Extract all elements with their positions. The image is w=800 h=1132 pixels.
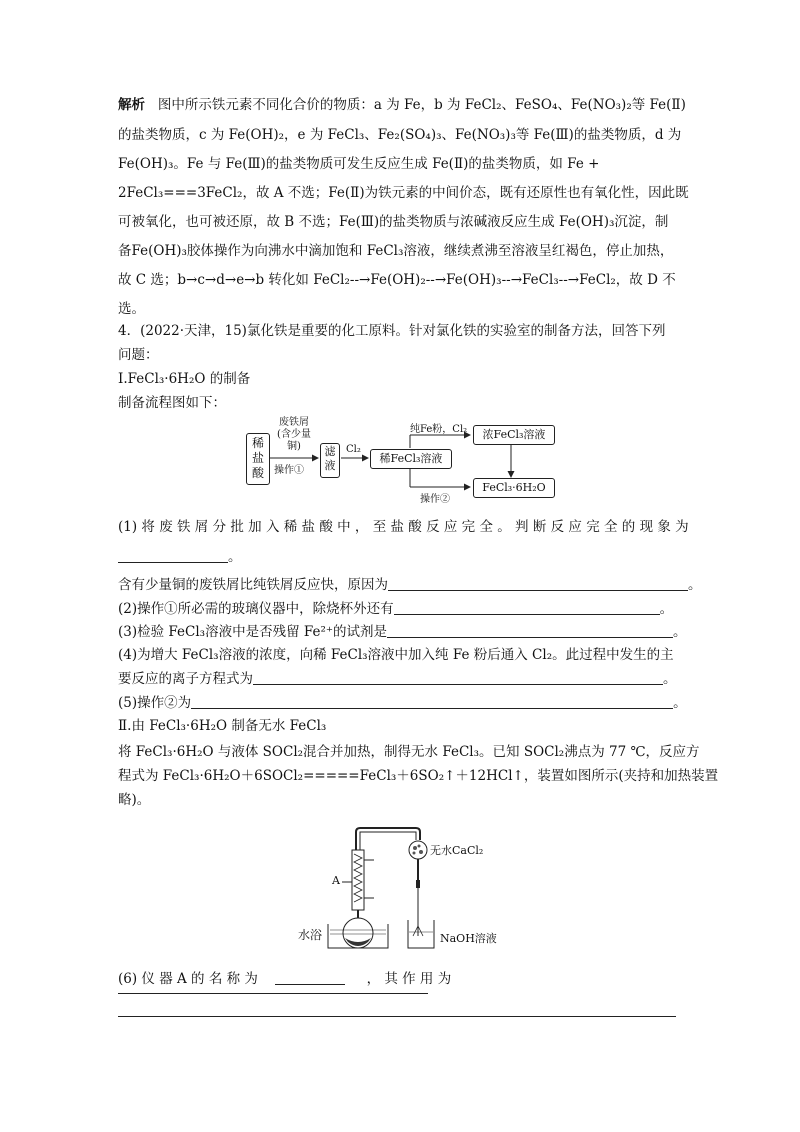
dilute-fecl3-box: 稀FeCl₃溶液 bbox=[370, 449, 452, 469]
label-a: A bbox=[332, 874, 340, 887]
q1-period: 。 bbox=[228, 549, 242, 565]
op1-label: 操作① bbox=[274, 465, 304, 476]
q1-b-period: 。 bbox=[688, 577, 702, 593]
label-cacl2: 无水CaCl₂ bbox=[430, 844, 484, 857]
q6-answer-line-1[interactable] bbox=[118, 993, 428, 994]
pure-fe-label: 纯Fe粉，Cl₂ bbox=[410, 424, 468, 435]
q1-line-a: (1) 将 废 铁 屑 分 批 加 入 稀 盐 酸 中 ， 至 盐 酸 反 应 完 全 。 判 断 反 应 完 全 的 现 象 为 bbox=[118, 519, 689, 535]
q1-b-text: 含有少量铜的废铁屑比纯铁屑反应快，原因为 bbox=[118, 577, 388, 593]
q5-answer-blank[interactable] bbox=[191, 694, 673, 709]
analysis-text-1: 图中所示铁元素不同化合价的物质：a 为 Fe，b 为 FeCl₂、FeSO₄、Fe(NO₃)₂等 Fe(Ⅱ) bbox=[157, 97, 686, 113]
op2-label: 操作② bbox=[420, 494, 450, 505]
part2-line-3: 略)。 bbox=[118, 792, 151, 808]
label-water-bath: 水浴 bbox=[298, 928, 323, 942]
q5-text: (5)操作②为 bbox=[118, 695, 192, 711]
flow-diagram bbox=[118, 413, 684, 505]
q3-period: 。 bbox=[673, 624, 687, 640]
part2-line-1: 将 FeCl₃·6H₂O 与液体 SOCl₂混合并加热，制得无水 FeCl₃。已知 SOCl₂沸点为 77 ℃，反应方 bbox=[118, 744, 700, 760]
q3-text: (3)检验 FeCl₃溶液中是否残留 Fe²⁺的试剂是 bbox=[118, 624, 388, 640]
analysis-line-4: 2FeCl₃===3FeCl₂，故 A 不选；Fe(Ⅱ)为铁元素的中间价态，既有还原性也有氧化性，因此既 bbox=[118, 185, 689, 201]
q6-text: (6) 仪 器 A 的 名 称 为 bbox=[118, 971, 258, 987]
analysis-line-3: Fe(OH)₃。Fe 与 Fe(Ⅲ)的盐类物质可发生反应生成 Fe(Ⅱ)的盐类物质，如 Fe + bbox=[118, 156, 600, 172]
q2-text: (2)操作①所必需的玻璃仪器中，除烧杯外还有 bbox=[118, 601, 394, 617]
analysis-label: 解析 bbox=[118, 97, 145, 113]
q3-line bbox=[118, 622, 687, 642]
q4-intro-line-1: 4．(2022·天津，15)氯化铁是重要的化工原料。针对氯化铁的实验室的制备方法，回答下列 bbox=[118, 323, 666, 339]
q6-name-blank[interactable] bbox=[275, 970, 345, 985]
analysis-line-6: 备Fe(OH)₃胶体操作为向沸水中滴加饱和 FeCl₃溶液，继续煮沸至溶液呈红褐色，停止加热， bbox=[118, 243, 674, 259]
filtrate-box bbox=[320, 443, 340, 478]
acid-box-label: 稀盐酸 bbox=[251, 436, 264, 480]
apparatus-diagram bbox=[288, 820, 548, 950]
q6-answer-line-2[interactable] bbox=[118, 1016, 676, 1017]
cl2-label: Cl₂ bbox=[346, 444, 361, 455]
part2-title: Ⅱ.由 FeCl₃·6H₂O 制备无水 FeCl₃ bbox=[118, 718, 327, 734]
q3-answer-blank[interactable] bbox=[387, 623, 673, 638]
part2-line-2: 程式为 FeCl₃·6H₂O＋6SOCl₂=====FeCl₃＋6SO₂↑＋12HCl↑，装置如图所示(夹持和加热装置 bbox=[118, 768, 719, 784]
q6-line bbox=[118, 969, 451, 989]
q4-intro-line-2: 问题： bbox=[118, 347, 159, 363]
q4-b-text: 要反应的离子方程式为 bbox=[118, 671, 253, 687]
filtrate-box-label: 滤液 bbox=[324, 445, 336, 472]
product-box: FeCl₃·6H₂O bbox=[473, 478, 555, 498]
part1-title: Ⅰ.FeCl₃·6H₂O 的制备 bbox=[118, 371, 251, 387]
q1-line-b bbox=[118, 575, 702, 595]
analysis-line-7: 故 C 选；b→c→d→e→b 转化如 FeCl₂--→Fe(OH)₂--→Fe(OH)₃--→FeCl₃--→FeCl₂，故 D 不 bbox=[118, 272, 676, 288]
q5-line bbox=[118, 693, 687, 713]
q2-line bbox=[118, 599, 673, 619]
analysis-line-2: 的盐类物质，c 为 Fe(OH)₂，e 为 FeCl₃、Fe₂(SO₄)₃、Fe(NO₃)₃等 Fe(Ⅲ)的盐类物质，d 为 bbox=[118, 127, 682, 143]
q1-answer-blank-2[interactable] bbox=[388, 576, 688, 591]
q1-answer-blank-1[interactable] bbox=[118, 548, 228, 563]
analysis-line-8: 选。 bbox=[118, 301, 145, 317]
analysis-line-5: 可被氧化，也可被还原，故 B 不选；Fe(Ⅲ)的盐类物质与浓碱液反应生成 Fe(OH)₃沉淀，制 bbox=[118, 214, 669, 230]
scrap-label: 废铁屑(含少量铜) bbox=[277, 417, 311, 452]
conc-fecl3-box: 浓FeCl₃溶液 bbox=[473, 425, 555, 445]
q4-answer-blank[interactable] bbox=[253, 670, 663, 685]
q1-line-answer bbox=[118, 547, 242, 567]
q4-line-a: (4)为增大 FeCl₃溶液的浓度，向稀 FeCl₃溶液中加入纯 Fe 粉后通入 Cl₂。此过程中发生的主 bbox=[118, 647, 674, 663]
flow-caption: 制备流程图如下： bbox=[118, 395, 226, 411]
apparatus-drawing bbox=[288, 820, 548, 950]
q2-period: 。 bbox=[659, 601, 674, 617]
q6-mid-text: ， 其 作 用 为 bbox=[366, 971, 452, 987]
q4-period: 。 bbox=[663, 671, 677, 687]
q2-answer-blank[interactable] bbox=[394, 600, 660, 615]
label-naoh: NaOH溶液 bbox=[440, 932, 497, 945]
q4-line-b bbox=[118, 669, 677, 689]
acid-box bbox=[246, 433, 270, 485]
analysis-line-1 bbox=[118, 95, 686, 115]
q5-period: 。 bbox=[673, 695, 687, 711]
